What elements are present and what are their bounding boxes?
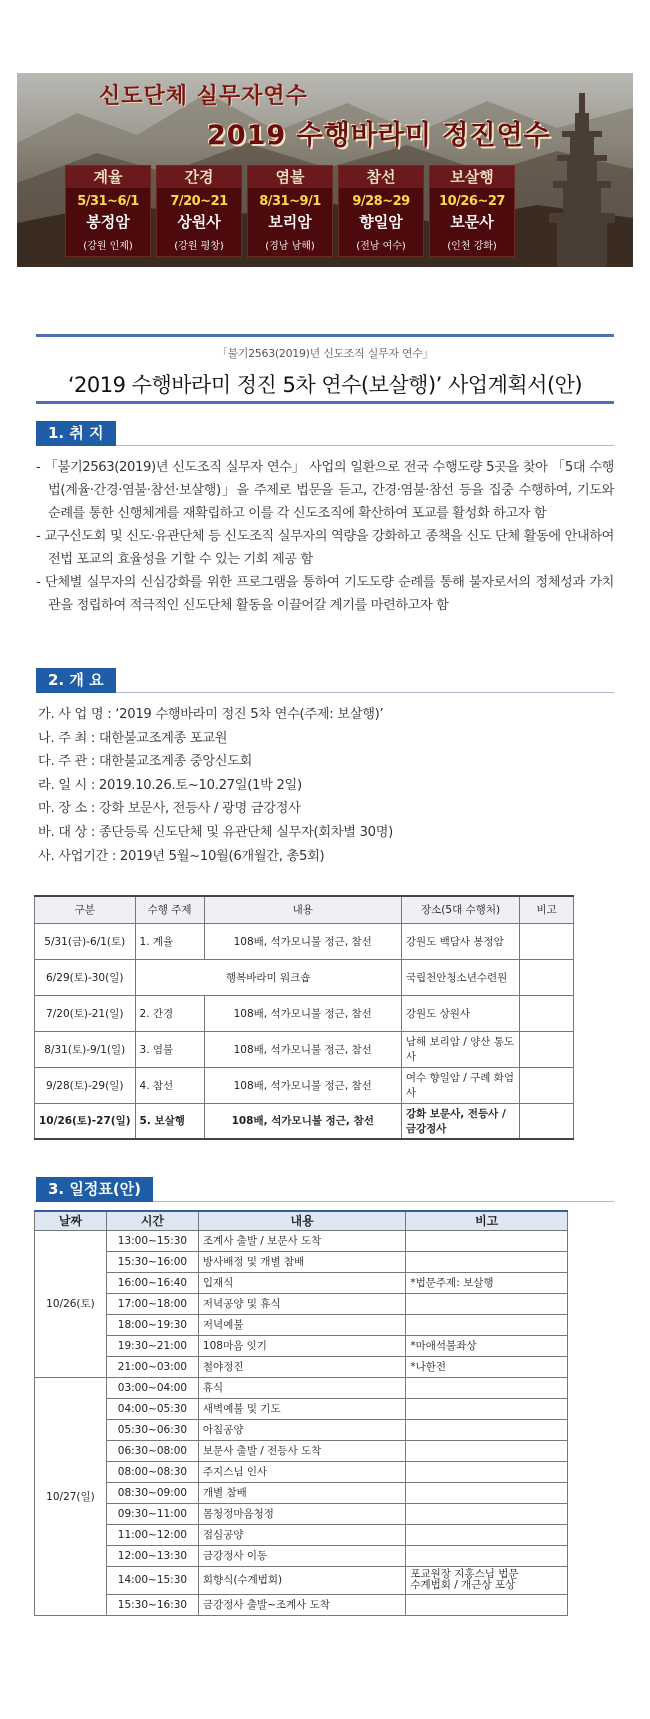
note-cell xyxy=(520,1067,574,1103)
topic-cell: 1. 계율 xyxy=(135,923,204,959)
card-region: (강원 평창) xyxy=(174,241,224,252)
table-row xyxy=(35,1031,574,1067)
table-row xyxy=(35,1503,568,1524)
table-header-row xyxy=(35,1211,568,1230)
session-card xyxy=(338,165,424,257)
time-cell: 16:00~16:40 xyxy=(106,1272,198,1293)
table-row xyxy=(35,1356,568,1377)
overview-item: 가. 사 업 명 : ‘2019 수행바라미 정진 5차 연수(주제: 보살행)’ xyxy=(38,707,384,722)
table-row xyxy=(35,1482,568,1503)
time-cell: 19:30~21:00 xyxy=(106,1335,198,1356)
card-place: 봉정암 xyxy=(86,213,130,231)
program-plan-table xyxy=(34,895,574,1140)
column-header: 시간 xyxy=(106,1211,198,1230)
column-header: 비고 xyxy=(520,896,574,923)
session-card xyxy=(65,165,151,257)
place-cell: 강화 보문사, 전등사 / 금강정사 xyxy=(401,1103,519,1139)
table-row xyxy=(35,1272,568,1293)
table-row xyxy=(35,1230,568,1251)
date-cell: 6/29(토)-30(일) xyxy=(35,959,136,995)
schedule-table xyxy=(34,1210,568,1616)
section-label: 3. 일정표(안) xyxy=(36,1177,153,1202)
note-cell xyxy=(406,1230,568,1251)
place-cell: 강원도 상원사 xyxy=(401,995,519,1031)
note-cell: *나한전 xyxy=(406,1356,568,1377)
place-cell: 강원도 백담사 봉정암 xyxy=(401,923,519,959)
place-cell: 국립천안청소년수련원 xyxy=(401,959,519,995)
activity-cell: 조계사 출발 / 보문사 도착 xyxy=(198,1230,405,1251)
table-row xyxy=(35,1251,568,1272)
time-cell: 11:00~12:00 xyxy=(106,1524,198,1545)
content-cell: 108배, 석가모니불 정근, 참선 xyxy=(204,1031,401,1067)
note-cell: *법문주제: 보살행 xyxy=(406,1272,568,1293)
page-title: ‘2019 수행바라미 정진 5차 연수(보살행)’ 사업계획서(안) xyxy=(67,373,583,397)
overview-item: 마. 장 소 : 강화 보문사, 전등사 / 광명 금강정사 xyxy=(38,801,301,817)
topic-cell: 4. 참선 xyxy=(135,1067,204,1103)
card-place: 보리암 xyxy=(268,213,312,231)
date-cell: 7/20(토)-21(일) xyxy=(35,995,136,1031)
card-topic: 계율 xyxy=(66,166,150,188)
purpose-paragraph: - 교구신도회 및 신도·유관단체 등 신도조직 실무자의 역량을 강화하고 종책을 신도 단체 활동에 안내하여 전법 포교의 효율성을 기할 수 있는 기회 제공 함 xyxy=(36,529,614,567)
purpose-text xyxy=(36,456,614,617)
content-cell: 108배, 석가모니불 정근, 참선 xyxy=(204,995,401,1031)
note-cell xyxy=(406,1293,568,1314)
note-cell xyxy=(520,995,574,1031)
overview-item: 사. 사업기간 : 2019년 5월~10월(6개월간, 총5회) xyxy=(38,848,325,864)
card-region: (강원 인제) xyxy=(83,241,133,252)
table-row xyxy=(35,1067,574,1103)
note-cell xyxy=(406,1461,568,1482)
table-row xyxy=(35,1398,568,1419)
section-schedule-header xyxy=(36,1177,614,1202)
card-place: 보문사 xyxy=(450,213,494,231)
banner-title: 2019 수행바라미 정진연수 xyxy=(207,120,551,151)
table-row xyxy=(35,1440,568,1461)
heading-subtitle: 「불기2563(2019)년 신도조직 실무자 연수」 xyxy=(216,347,434,360)
section-overview-header xyxy=(36,668,614,693)
activity-cell: 주지스님 인사 xyxy=(198,1461,405,1482)
activity-cell: 보문사 출발 / 전등사 도착 xyxy=(198,1440,405,1461)
table-row xyxy=(35,1461,568,1482)
time-cell: 03:00~04:00 xyxy=(106,1377,198,1398)
note-cell xyxy=(406,1398,568,1419)
note-cell xyxy=(520,1031,574,1067)
table-row xyxy=(35,959,574,995)
section-label: 1. 취 지 xyxy=(36,421,116,446)
time-cell: 09:30~11:00 xyxy=(106,1503,198,1524)
card-topic: 염불 xyxy=(248,166,332,188)
note-cell: 포교원장 지홍스님 법문 수계법회 / 개근상 포상 xyxy=(406,1566,568,1594)
date-cell: 10/26(토)-27(일) xyxy=(35,1103,136,1139)
overview-list xyxy=(38,703,393,868)
table-row xyxy=(35,923,574,959)
topic-cell: 3. 염불 xyxy=(135,1031,204,1067)
activity-cell: 점심공양 xyxy=(198,1524,405,1545)
overview-item: 다. 주 관 : 대한불교조계종 중앙신도회 xyxy=(38,754,253,770)
table-row xyxy=(35,1566,568,1594)
content-cell: 행복바라미 워크숍 xyxy=(135,959,401,995)
card-region: (전남 여수) xyxy=(356,241,406,252)
overview-item: 라. 일 시 : 2019.10.26.토~10.27일(1박 2일) xyxy=(38,777,302,793)
content-cell: 108배, 석가모니불 정근, 참선 xyxy=(204,923,401,959)
activity-cell: 입재식 xyxy=(198,1272,405,1293)
overview-item: 나. 주 최 : 대한불교조계종 포교원 xyxy=(38,730,228,746)
card-region: (인천 강화) xyxy=(447,241,497,252)
table-row xyxy=(35,995,574,1031)
purpose-paragraph: - 「불기2563(2019)년 신도조직 실무자 연수」 사업의 일환으로 전국 수행도량 5곳을 찾아 「5대 수행법(계율·간경·염불·참선·보살행)」을 주제로 법문을 듣고, 간경·염불·참선 등을 집중 수행하여, 기도와 순례를 통한 신행체계를 재확립하고 이를 각 신도조직에 확산하여 포교를 활성화 하고자 함 xyxy=(36,460,614,521)
place-cell: 남해 보리암 / 양산 통도사 xyxy=(401,1031,519,1067)
time-cell: 04:00~05:30 xyxy=(106,1398,198,1419)
time-cell: 12:00~13:30 xyxy=(106,1545,198,1566)
activity-cell: 금강정사 출발~조계사 도착 xyxy=(198,1594,405,1615)
column-header: 구분 xyxy=(35,896,136,923)
activity-cell: 저녁공양 및 휴식 xyxy=(198,1293,405,1314)
banner-subtitle: 신도단체 실무자연수 xyxy=(99,83,308,109)
table-row xyxy=(35,1419,568,1440)
time-cell: 15:30~16:00 xyxy=(106,1251,198,1272)
note-cell xyxy=(406,1482,568,1503)
card-date: 10/26~27 xyxy=(439,194,505,209)
session-card xyxy=(156,165,242,257)
card-date: 5/31~6/1 xyxy=(77,194,139,209)
note-cell xyxy=(406,1524,568,1545)
day-cell: 10/26(토) xyxy=(35,1230,107,1377)
session-card xyxy=(429,165,515,257)
time-cell: 14:00~15:30 xyxy=(106,1566,198,1594)
content-cell: 108배, 석가모니불 정근, 참선 xyxy=(204,1067,401,1103)
date-cell: 9/28(토)-29(일) xyxy=(35,1067,136,1103)
day-cell: 10/27(일) xyxy=(35,1377,107,1615)
section-purpose-header xyxy=(36,421,614,446)
table-row xyxy=(35,1293,568,1314)
place-cell: 여수 향일암 / 구례 화엄사 xyxy=(401,1067,519,1103)
card-place: 향일암 xyxy=(359,213,403,231)
note-cell xyxy=(520,959,574,995)
card-place: 상원사 xyxy=(177,213,221,231)
column-header: 내용 xyxy=(198,1211,405,1230)
note-cell xyxy=(406,1251,568,1272)
table-row xyxy=(35,1377,568,1398)
document-heading xyxy=(36,334,614,404)
date-cell: 8/31(토)-9/1(일) xyxy=(35,1031,136,1067)
time-cell: 13:00~15:30 xyxy=(106,1230,198,1251)
topic-cell: 2. 간경 xyxy=(135,995,204,1031)
column-header: 내용 xyxy=(204,896,401,923)
activity-cell: 철야정진 xyxy=(198,1356,405,1377)
note-cell xyxy=(406,1377,568,1398)
activity-cell: 저녁예불 xyxy=(198,1314,405,1335)
time-cell: 08:00~08:30 xyxy=(106,1461,198,1482)
activity-cell: 몸청정마음청정 xyxy=(198,1503,405,1524)
table-row xyxy=(35,1594,568,1615)
session-cards xyxy=(65,165,515,257)
note-cell xyxy=(406,1314,568,1335)
time-cell: 08:30~09:00 xyxy=(106,1482,198,1503)
card-topic: 간경 xyxy=(157,166,241,188)
time-cell: 21:00~03:00 xyxy=(106,1356,198,1377)
note-cell xyxy=(406,1419,568,1440)
time-cell: 17:00~18:00 xyxy=(106,1293,198,1314)
note-cell xyxy=(406,1594,568,1615)
activity-cell: 회향식(수계법회) xyxy=(198,1566,405,1594)
card-date: 7/20~21 xyxy=(170,194,228,209)
purpose-paragraph: - 단체별 실무자의 신심강화를 위한 프로그램을 통하여 기도도량 순례를 통해 불자로서의 정체성과 가치관을 정립하여 적극적인 신도단체 활동을 이끌어갈 계기를 마련하고자 함 xyxy=(36,575,614,613)
card-date: 8/31~9/1 xyxy=(259,194,321,209)
section-label: 2. 개 요 xyxy=(36,668,116,693)
note-cell xyxy=(406,1503,568,1524)
session-card xyxy=(247,165,333,257)
activity-cell: 금강정사 이동 xyxy=(198,1545,405,1566)
card-region: (경남 남해) xyxy=(265,241,315,252)
date-cell: 5/31(금)-6/1(토) xyxy=(35,923,136,959)
card-date: 9/28~29 xyxy=(352,194,410,209)
activity-cell: 아침공양 xyxy=(198,1419,405,1440)
table-row xyxy=(35,1314,568,1335)
time-cell: 15:30~16:30 xyxy=(106,1594,198,1615)
table-row xyxy=(35,1103,574,1139)
card-topic: 보살행 xyxy=(430,166,514,188)
note-cell xyxy=(406,1545,568,1566)
table-row xyxy=(35,1545,568,1566)
note-cell xyxy=(520,923,574,959)
note-cell xyxy=(406,1440,568,1461)
table-row xyxy=(35,1335,568,1356)
table-header-row xyxy=(35,896,574,923)
column-header: 비고 xyxy=(406,1211,568,1230)
overview-item: 바. 대 상 : 종단등록 신도단체 및 유관단체 실무자(회차별 30명) xyxy=(38,824,394,840)
table-row xyxy=(35,1524,568,1545)
activity-cell: 새벽예불 및 기도 xyxy=(198,1398,405,1419)
column-header: 장소(5대 수행처) xyxy=(401,896,519,923)
content-cell: 108배, 석가모니불 정근, 참선 xyxy=(204,1103,401,1139)
time-cell: 05:30~06:30 xyxy=(106,1419,198,1440)
card-topic: 참선 xyxy=(339,166,423,188)
activity-cell: 휴식 xyxy=(198,1377,405,1398)
activity-cell: 개별 참배 xyxy=(198,1482,405,1503)
topic-cell: 5. 보살행 xyxy=(135,1103,204,1139)
column-header: 수행 주제 xyxy=(135,896,204,923)
activity-cell: 방사배정 및 개별 참배 xyxy=(198,1251,405,1272)
note-cell: *마애석불좌상 xyxy=(406,1335,568,1356)
banner xyxy=(17,73,633,267)
time-cell: 18:00~19:30 xyxy=(106,1314,198,1335)
time-cell: 06:30~08:00 xyxy=(106,1440,198,1461)
column-header: 날짜 xyxy=(35,1211,107,1230)
note-cell xyxy=(520,1103,574,1139)
activity-cell: 108마음 잇기 xyxy=(198,1335,405,1356)
